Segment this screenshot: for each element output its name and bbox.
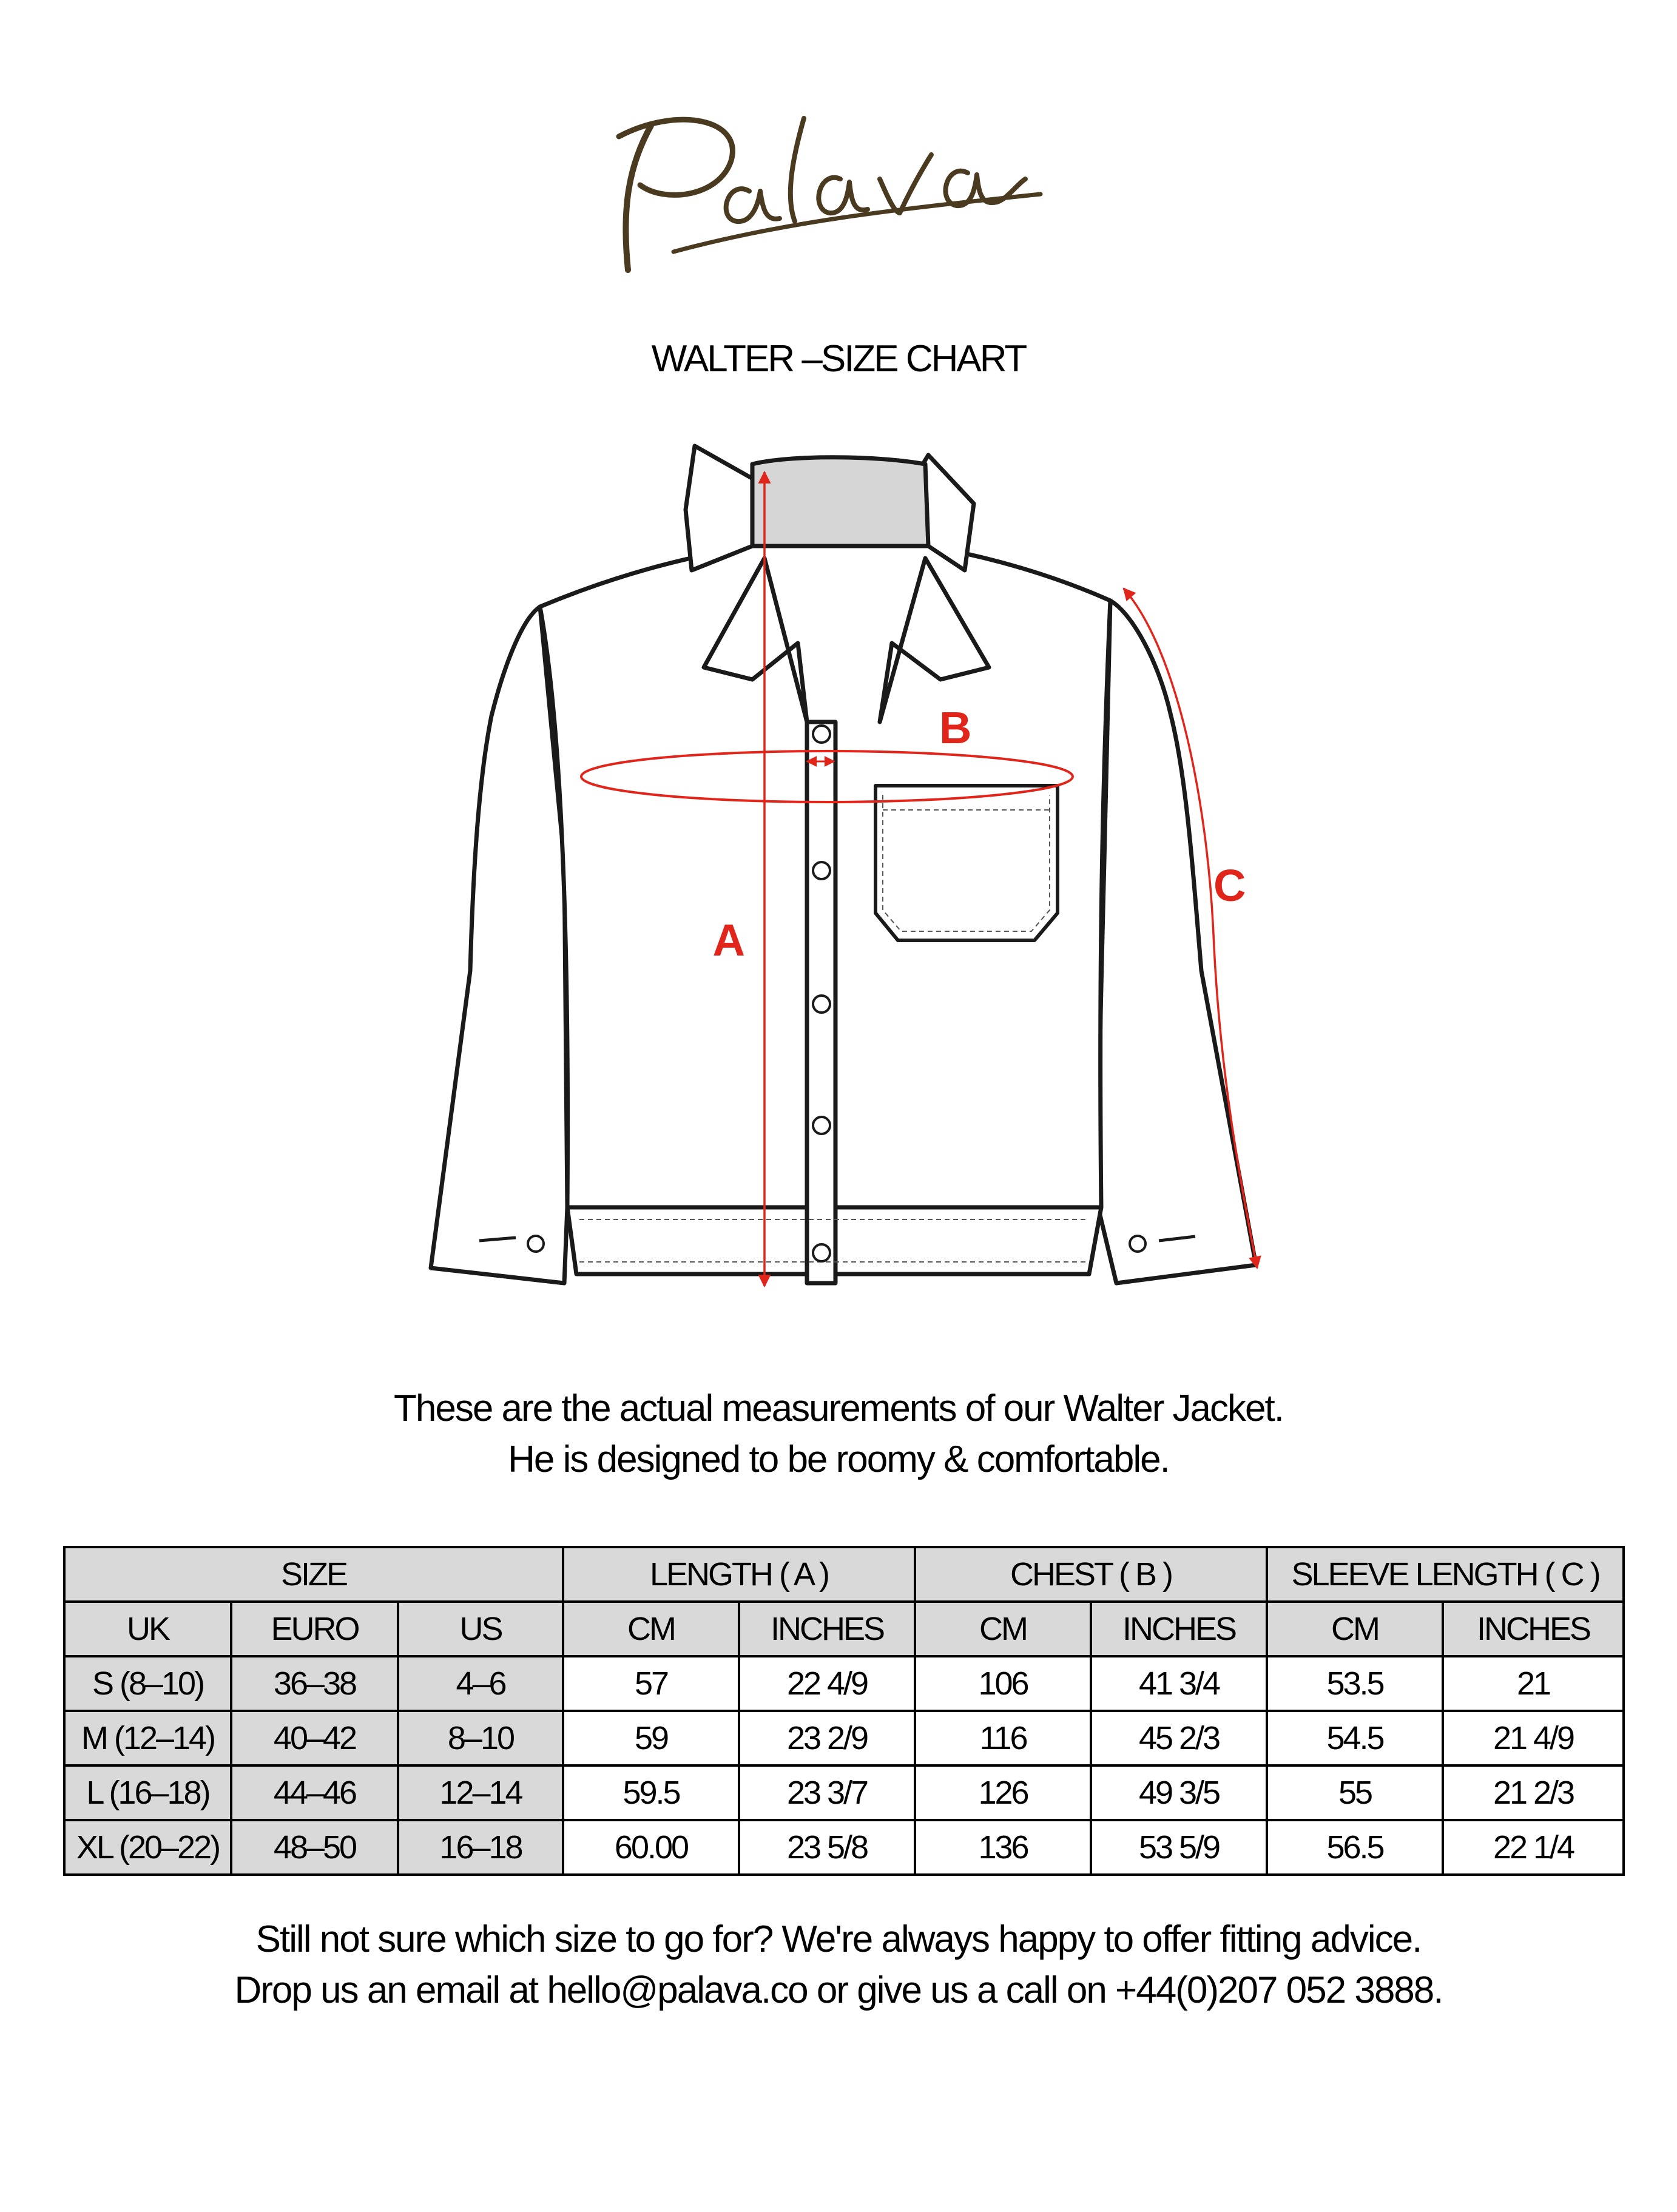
cell-sleeve-cm: 54.5 [1267, 1711, 1443, 1765]
cell-chest-cm: 136 [915, 1820, 1091, 1875]
intro-line-1: These are the actual measurements of our Walter Jacket. [394, 1388, 1283, 1429]
col-length-inches: INCHES [739, 1602, 915, 1656]
label-c: C [1213, 860, 1246, 911]
cell-length-inches: 22 4/9 [739, 1656, 915, 1711]
cell-us: 8–10 [398, 1711, 563, 1765]
cell-sleeve-inches: 21 4/9 [1443, 1711, 1624, 1765]
table-column-header-row [64, 1602, 1624, 1656]
col-uk: UK [64, 1602, 231, 1656]
contact-footer [0, 1914, 1677, 2016]
cell-length-inches: 23 3/7 [739, 1765, 915, 1820]
footer-line-2: Drop us an email at hello@palava.co or give us a call on +44(0)207 052 3888. [234, 1969, 1443, 2011]
col-sleeve-cm: CM [1267, 1602, 1443, 1656]
intro-text [0, 1383, 1677, 1485]
palava-logo [604, 94, 1047, 288]
cell-sleeve-cm: 56.5 [1267, 1820, 1443, 1875]
table-row [64, 1656, 1624, 1711]
col-us: US [398, 1602, 563, 1656]
jacket-diagram [413, 437, 1274, 1298]
cell-chest-cm: 116 [915, 1711, 1091, 1765]
cell-sleeve-cm: 55 [1267, 1765, 1443, 1820]
cell-chest-inches: 45 2/3 [1091, 1711, 1267, 1765]
cell-sleeve-cm: 53.5 [1267, 1656, 1443, 1711]
cell-chest-cm: 126 [915, 1765, 1091, 1820]
col-length-cm: CM [563, 1602, 739, 1656]
table-row [64, 1711, 1624, 1765]
cell-us: 16–18 [398, 1820, 563, 1875]
cell-us: 12–14 [398, 1765, 563, 1820]
cell-chest-inches: 53 5/9 [1091, 1820, 1267, 1875]
cell-length-cm: 59.5 [563, 1765, 739, 1820]
cell-euro: 40–42 [231, 1711, 398, 1765]
cell-length-cm: 60.00 [563, 1820, 739, 1875]
cell-euro: 48–50 [231, 1820, 398, 1875]
cell-length-inches: 23 5/8 [739, 1820, 915, 1875]
cell-euro: 36–38 [231, 1656, 398, 1711]
label-a: A [712, 915, 745, 965]
cell-uk: M (12–14) [64, 1711, 231, 1765]
cell-sleeve-inches: 21 [1443, 1656, 1624, 1711]
footer-line-1: Still not sure which size to go for? We're always happy to offer fitting advice. [255, 1918, 1422, 1960]
cell-chest-inches: 41 3/4 [1091, 1656, 1267, 1711]
table-row [64, 1765, 1624, 1820]
cell-uk: XL (20–22) [64, 1820, 231, 1875]
cell-chest-cm: 106 [915, 1656, 1091, 1711]
cell-length-cm: 59 [563, 1711, 739, 1765]
cell-euro: 44–46 [231, 1765, 398, 1820]
cell-sleeve-inches: 21 2/3 [1443, 1765, 1624, 1820]
cell-sleeve-inches: 22 1/4 [1443, 1820, 1624, 1875]
cell-uk: L (16–18) [64, 1765, 231, 1820]
cell-length-inches: 23 2/9 [739, 1711, 915, 1765]
table-row [64, 1820, 1624, 1875]
group-size: SIZE [64, 1547, 563, 1602]
cell-us: 4–6 [398, 1656, 563, 1711]
cell-chest-inches: 49 3/5 [1091, 1765, 1267, 1820]
group-length: LENGTH ( A ) [563, 1547, 915, 1602]
cell-uk: S (8–10) [64, 1656, 231, 1711]
col-sleeve-inches: INCHES [1443, 1602, 1624, 1656]
cell-length-cm: 57 [563, 1656, 739, 1711]
col-chest-inches: INCHES [1091, 1602, 1267, 1656]
chart-title: WALTER –SIZE CHART [651, 338, 1026, 380]
label-b: B [939, 703, 972, 753]
col-euro: EURO [231, 1602, 398, 1656]
size-table [63, 1546, 1625, 1876]
group-sleeve: SLEEVE LENGTH ( C ) [1267, 1547, 1624, 1602]
intro-line-2: He is designed to be roomy & comfortable. [508, 1438, 1169, 1480]
col-chest-cm: CM [915, 1602, 1091, 1656]
table-group-header-row [64, 1547, 1624, 1602]
group-chest: CHEST ( B ) [915, 1547, 1267, 1602]
